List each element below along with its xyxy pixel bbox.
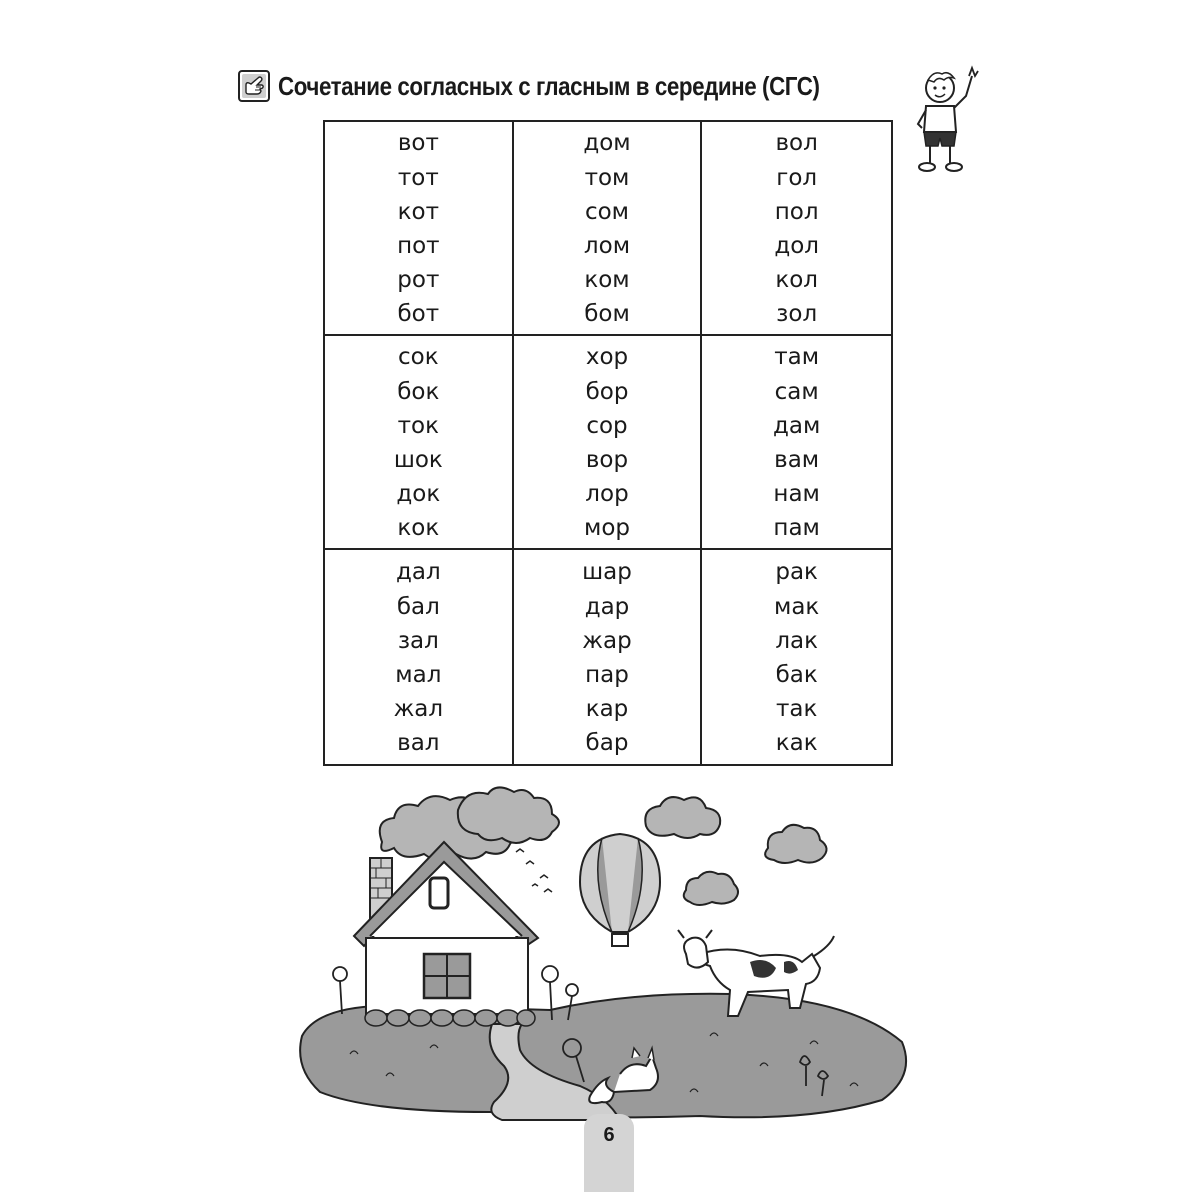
syllable-word: дал [395,559,441,586]
pointing-hand-icon [238,70,270,102]
syllable-word: бал [396,593,440,620]
syllable-word: сор [586,412,628,439]
syllable-word: гол [776,164,818,191]
table-cell [702,550,891,764]
syllable-word: шок [393,447,443,473]
table-cell [325,122,514,336]
syllable-word: док [396,481,441,508]
syllable-word: том [584,164,630,191]
syllable-word: мак [773,593,820,620]
syllable-word: бот [397,301,440,328]
syllable-word: пол [774,198,819,225]
syllable-word: мор [583,515,630,542]
syllable-word: кар [585,696,629,723]
syllable-word: зал [397,627,439,654]
page-heading [238,64,908,108]
syllable-word: рак [775,559,818,586]
syllable-word: кок [397,515,440,542]
syllable-word: лор [585,481,629,508]
syllable-word: дол [774,233,819,259]
syllable-word: дар [584,593,630,620]
syllable-word: мал [395,662,442,688]
syllable-word: как [775,730,818,757]
syllable-word: бор [585,378,629,405]
syllable-word: дам [772,412,821,439]
syllable-word: вор [585,447,629,473]
table-cell [325,550,514,764]
syllable-word: лом [583,233,631,259]
syllable-word: кол [775,267,818,294]
syllable-word: лак [775,627,818,654]
syllable-word: вол [775,130,818,157]
boy-waving-illustration [906,62,984,178]
syllable-word: ток [397,412,440,439]
syllable-word: сом [584,198,630,225]
syllable-word: вот [397,130,439,157]
syllable-word: тот [397,164,439,191]
table-cell [325,336,514,550]
syllable-word: там [774,344,820,371]
syllable-word: дом [583,130,631,157]
syllable-word: вал [397,730,440,757]
syllable-word: бом [584,301,630,328]
syllable-word: сам [774,378,819,405]
syllable-word: вам [774,447,820,473]
syllable-word: рот [397,267,440,294]
table-cell [702,336,891,550]
village-scene-illustration [290,786,920,1126]
syllable-word: бок [397,378,440,405]
syllable-word: зол [776,301,818,328]
page-number-tab [584,1114,634,1192]
syllable-word: пам [773,515,820,542]
syllable-word: хор [585,344,629,371]
syllable-word: кот [397,198,440,225]
syllable-word: пар [585,662,629,688]
syllable-table [323,120,893,766]
syllable-word: бар [585,730,629,757]
table-cell [514,122,703,336]
table-cell [514,336,703,550]
syllable-word: жар [582,627,632,654]
syllable-word: ком [584,267,630,294]
syllable-word: бак [775,662,818,688]
page-number: 6 [603,1124,615,1146]
syllable-word: нам [773,481,820,508]
syllable-word: жал [393,696,444,723]
syllable-word: шар [582,559,632,586]
table-cell [514,550,703,764]
syllable-word: сок [398,344,439,371]
page-title: Сочетание согласных с гласным в середине (СГС) [278,70,820,101]
syllable-word: так [775,696,818,723]
syllable-word: пот [397,233,440,259]
table-cell [702,122,891,336]
